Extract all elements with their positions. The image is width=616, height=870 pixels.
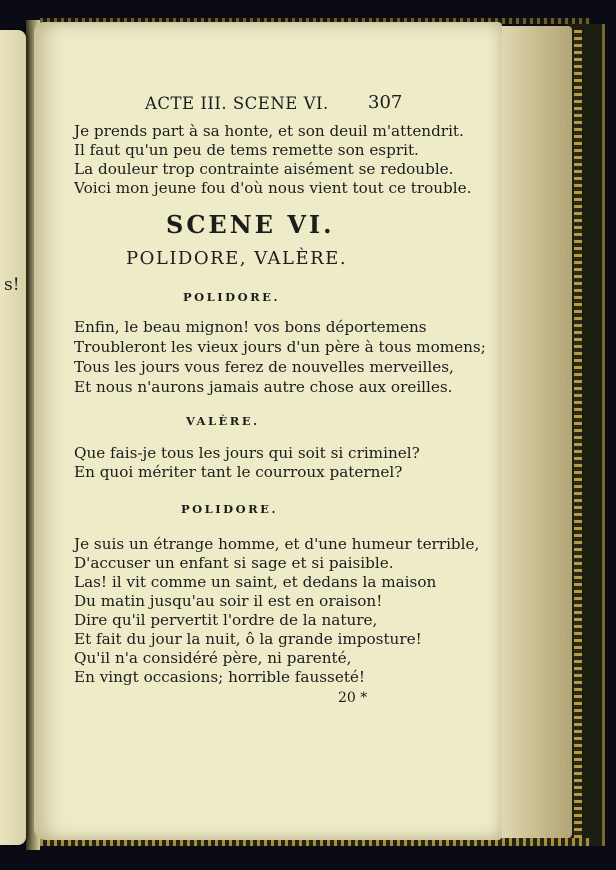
verse-line: Et nous n'aurons jamais autre chose aux oreilles. [74, 378, 453, 396]
verse-line: Que fais-je tous les jours qui soit si criminel? [74, 444, 420, 462]
left-page [0, 30, 26, 845]
verse-line: La douleur trop contrainte aisément se redouble. [74, 160, 454, 178]
verse-line: En vingt occasions; horrible fausseté! [74, 668, 366, 686]
character-list: POLIDORE, VALÈRE. [126, 248, 348, 269]
verse-line: Qu'il n'a considéré père, ni parenté, [74, 649, 352, 667]
speaker-name: POLIDORE. [181, 502, 278, 516]
verse-line: Dire qu'il pervertit l'ordre de la nature, [74, 611, 378, 629]
scene-title: SCENE VI. [166, 210, 335, 239]
running-head: ACTE III. SCENE VI. [145, 94, 329, 113]
verse-line: Il faut qu'un peu de tems remette son esprit. [74, 141, 419, 159]
verse-line: Las! il vit comme un saint, et dedans la maison [74, 573, 437, 591]
verse-line: D'accuser un enfant si sage et si paisible. [74, 554, 394, 572]
verse-line: Tous les jours vous ferez de nouvelles merveilles, [74, 358, 454, 376]
verse-line: Voici mon jeune fou d'où nous vient tout ce trouble. [74, 179, 472, 197]
speaker-name: POLIDORE. [183, 290, 280, 304]
gilt-border [574, 30, 582, 838]
verse-line: Je suis un étrange homme, et d'une humeur terrible, [74, 535, 480, 553]
verse-line: Et fait du jour la nuit, ô la grande imposture! [74, 630, 422, 648]
verse-line: Je prends part à sa honte, et son deuil m'attendrit. [74, 122, 464, 140]
verse-line: Enfin, le beau mignon! vos bons déportemens [74, 318, 427, 336]
verse-line: En quoi mériter tant le courroux paternel? [74, 463, 403, 481]
signature-mark: 20 * [338, 690, 368, 706]
left-page-fragment: s! [4, 275, 20, 295]
page-number: 307 [368, 92, 403, 113]
speaker-name: VALÈRE. [186, 414, 260, 428]
verse-line: Troubleront les vieux jours d'un père à tous momens; [74, 338, 486, 356]
verse-line: Du matin jusqu'au soir il est en oraison! [74, 592, 383, 610]
page-edges [498, 26, 572, 838]
